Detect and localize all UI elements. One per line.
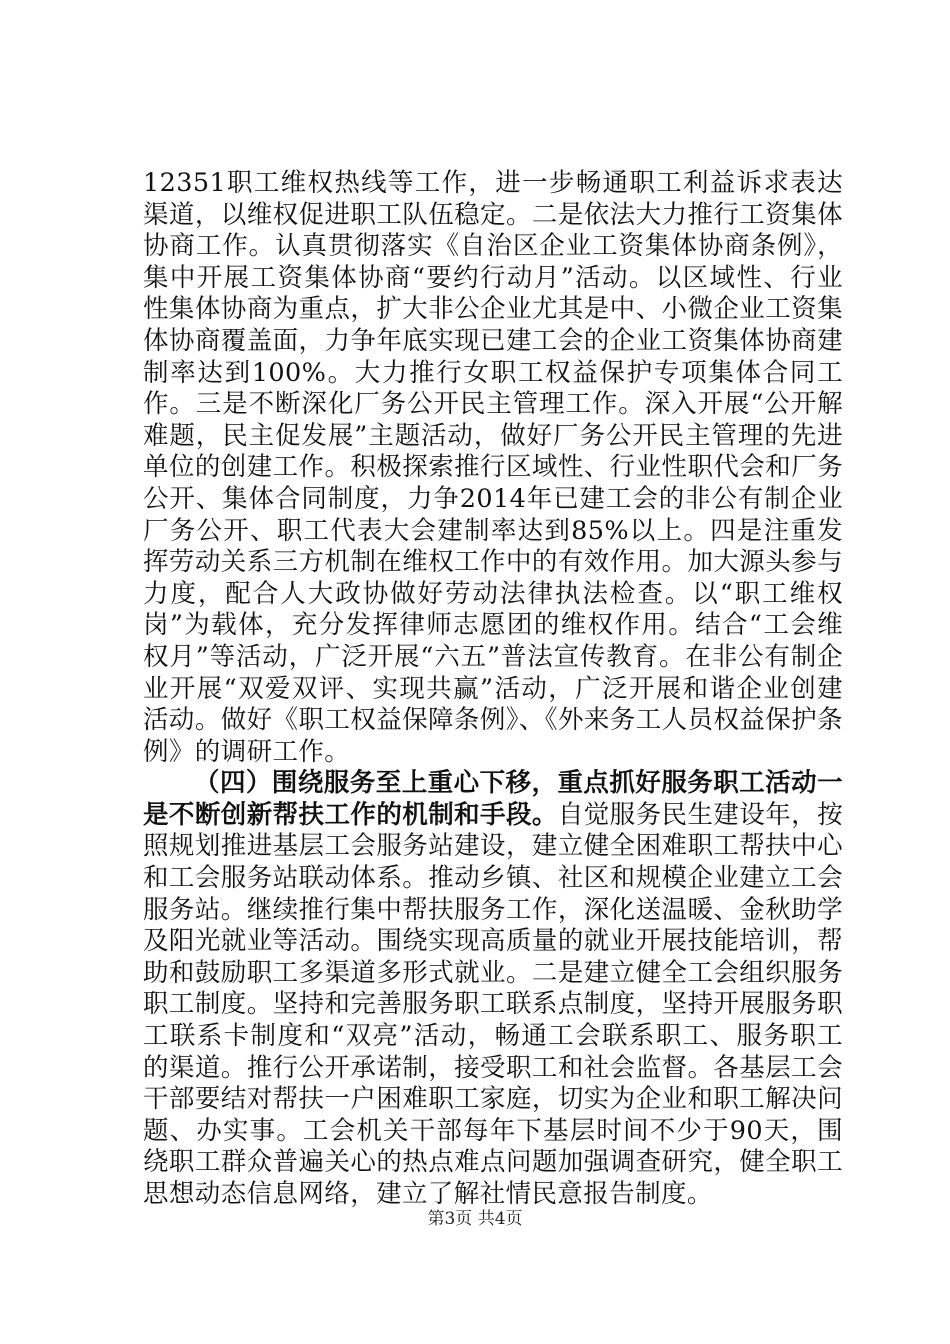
paragraph-text: 12351职工维权热线等工作，进一步畅通职工利益诉求表达渠道，以维权促进职工队伍稳定。二是依法大力推行工资集体协商工作。认真贯彻落实《自治区企业工资集体协商条例》，集中开展工资集体协商“要约行动月”活动。以区域性、行业性集体协商为重点，扩大非公企业尤其是中、小微企业工资集体协商覆盖面，力争年底实现已建工会的企业工资集体协商建制率达到100%。大力推行女职工权益保护专项集体合同工作。三是不断深化厂务公开民主管理工作。深入开展“公开解难题，民主促发展”主题活动，做好厂务公开民主管理的先进单位的创建工作。积极探索推行区域性、行业性职代会和厂务公开、集体合同制度，力争2014年已建工会的非公有制企业厂务公开、职工代表大会建制率达到85%以上。四是注重发挥劳动关系三方机制在维权工作中的有效作用。加大源头参与力度，配合人大政协做好劳动法律执法检查。以“职工维权岗”为载体，充分发挥律师志愿团的维权作用。结合“工会维权月”等活动，广泛开展“六五”普法宣传教育。在非公有制企业开展“双爱双评、实现共赢”活动，广泛开展和谐企业创建活动。做好《职工权益保障条例》、《外来务工人员权益保护条例》的调研工作。 (143, 168, 843, 767)
page-footer (0, 1208, 950, 1230)
paragraph-rights-protection (143, 168, 843, 768)
paragraph-service-workers (143, 768, 843, 1210)
document-body (143, 168, 843, 1211)
paragraph-text: 自觉服务民生建设年，按照规划推进基层工会服务站建设，建立健全困难职工帮扶中心和工会服务站联动体系。推动乡镇、社区和规模企业建立工会服务站。继续推行集中帮扶服务工作，深化送温暖、金秋助学及阳光就业等活动。围绕实现高质量的就业开展技能培训，帮助和鼓励职工多渠道多形式就业。二是建立健全工会组织服务职工制度。坚持和完善服务职工联系点制度，坚持开展服务职工联系卡制度和“双亮”活动，畅通工会联系职工、服务职工的渠道。推行公开承诺制，接受职工和社会监督。各基层工会干部要结对帮扶一户困难职工家庭，切实为企业和职工解决问题、办实事。工会机关干部每年下基层时间不少于90天，围绕职工群众普遍关心的热点难点问题加强调查研究，健全职工思想动态信息网络，建立了解社情民意报告制度。 (143, 799, 843, 1209)
page-number: 第3页 共4页 (427, 1209, 523, 1229)
section-heading: （四）围绕服务至上重心下移，重点抓好服务职工活动一是不断创新帮扶工作的机制和手段。 (143, 768, 843, 830)
